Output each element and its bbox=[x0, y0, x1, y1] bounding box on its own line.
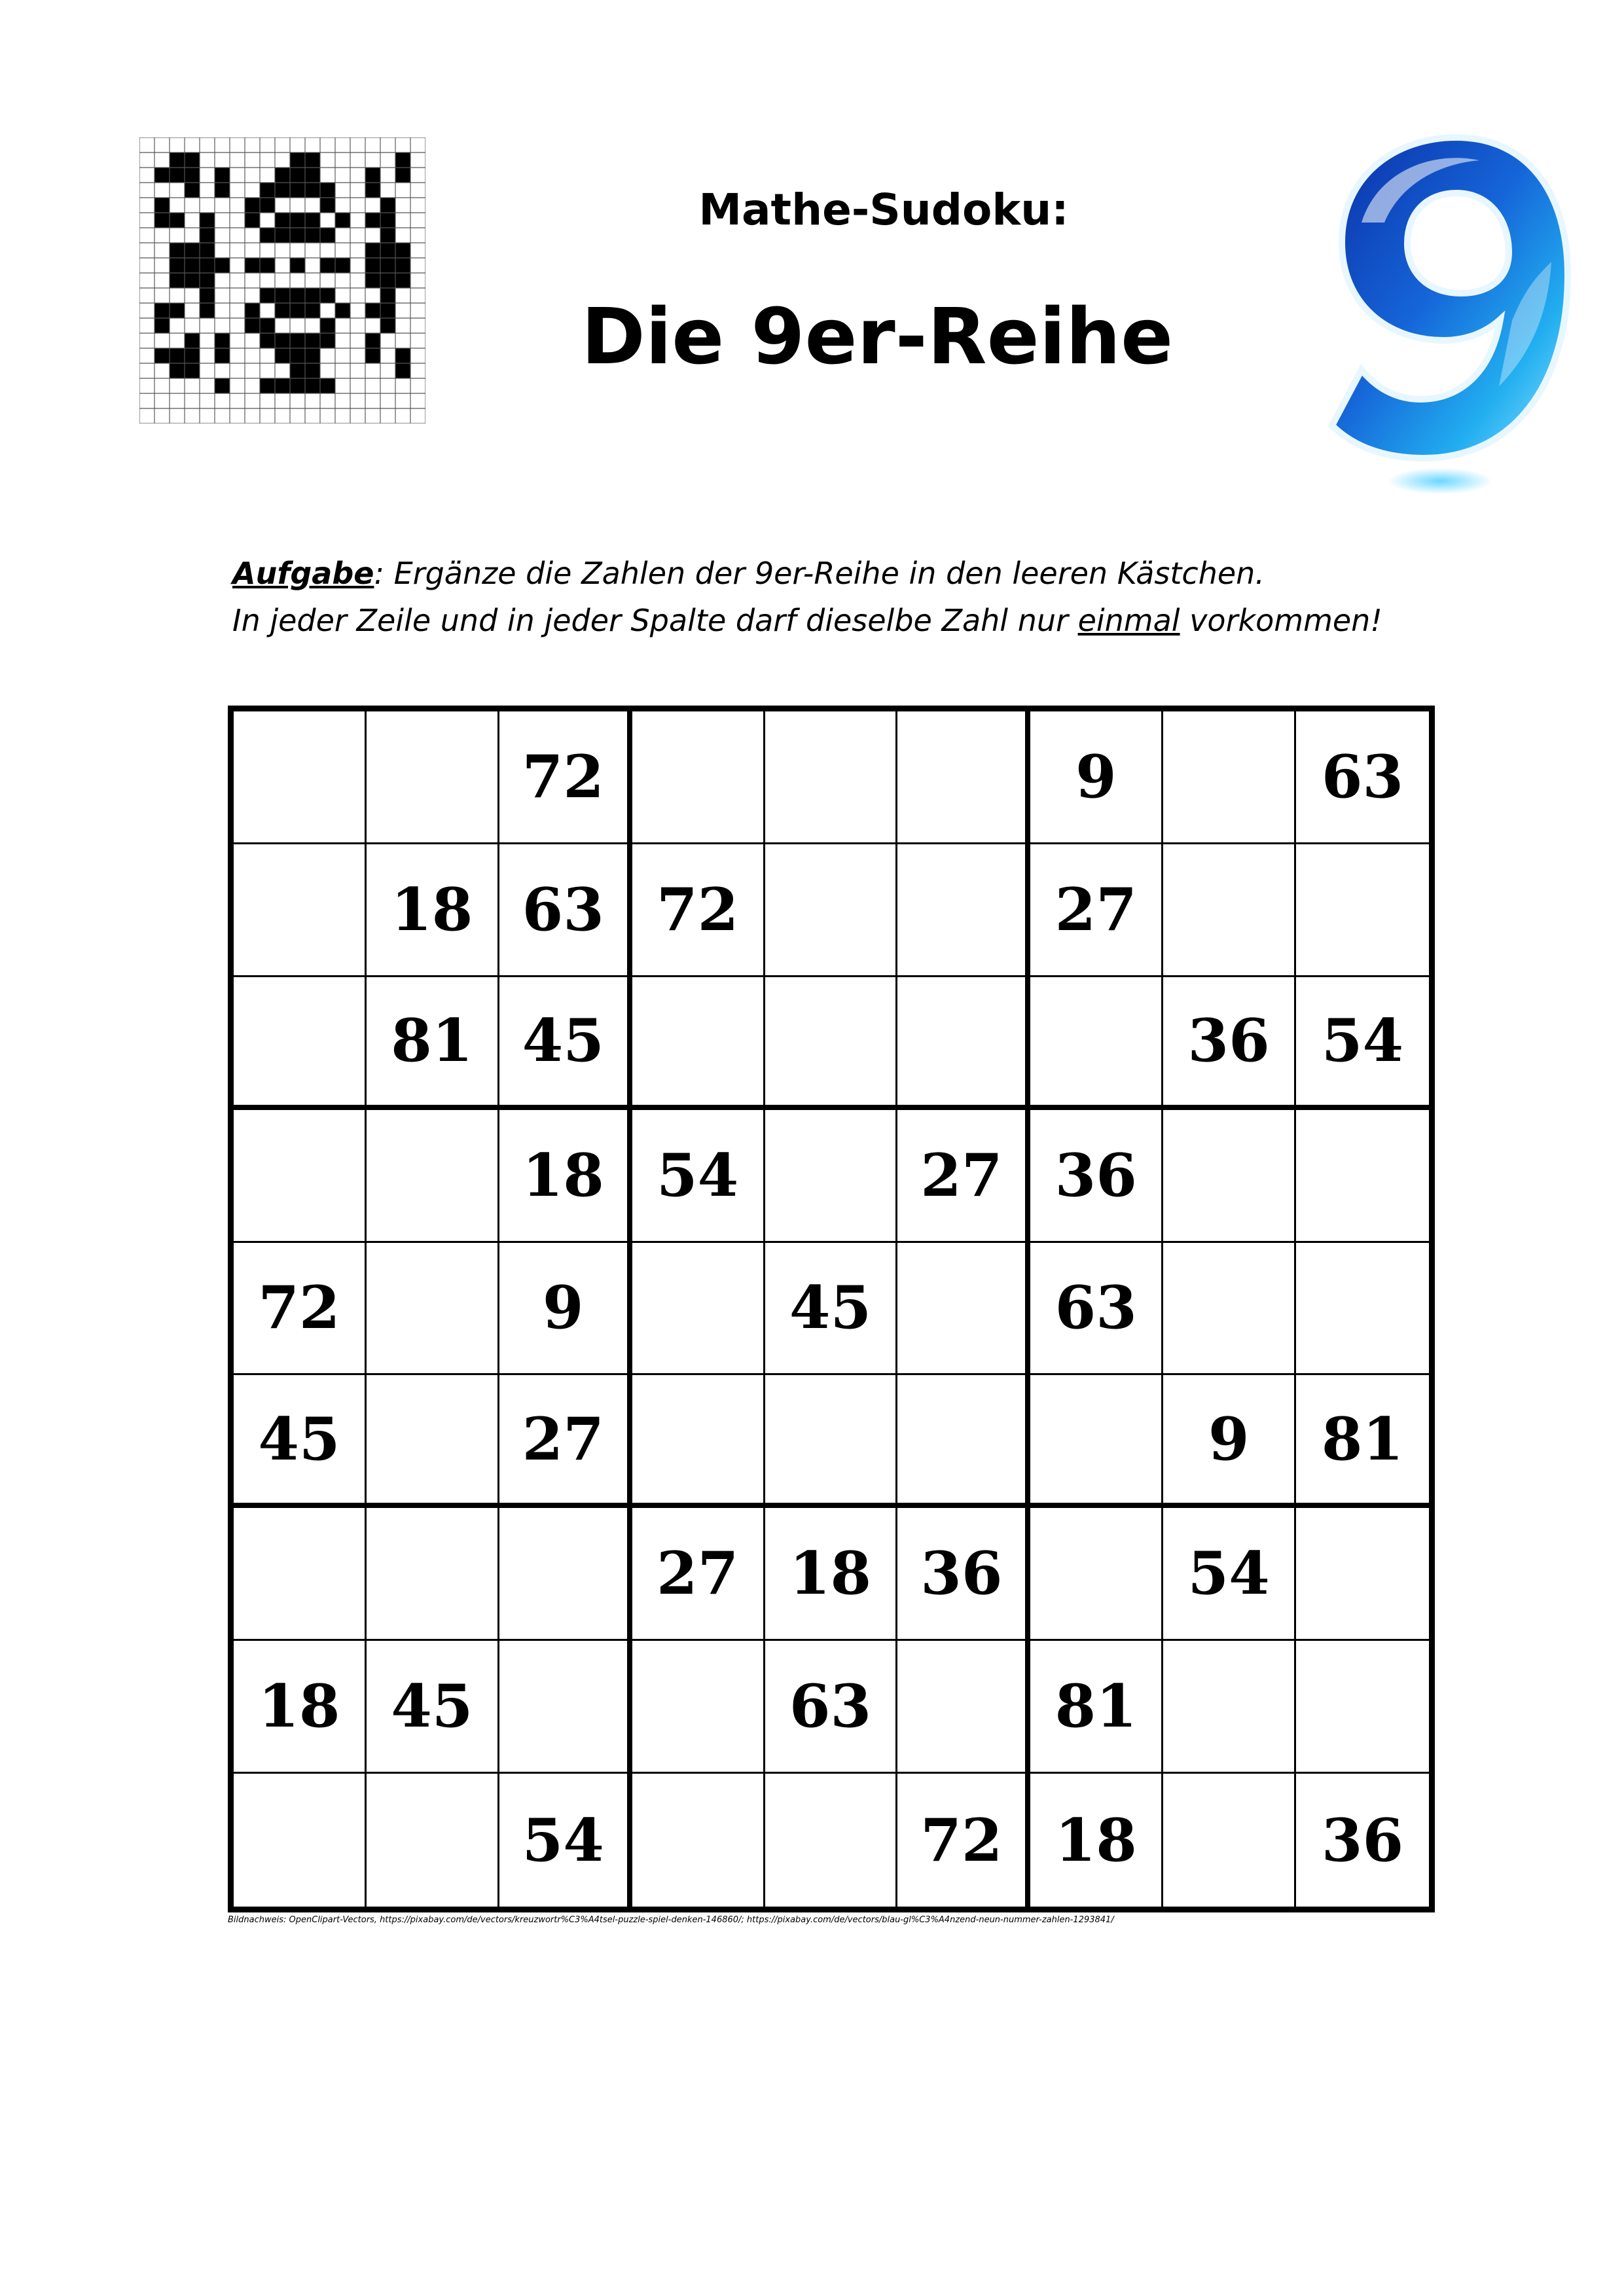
sudoku-cell: 72 bbox=[897, 1774, 1030, 1907]
sudoku-cell: 36 bbox=[1030, 1110, 1163, 1243]
sudoku-cell-empty[interactable] bbox=[1296, 844, 1429, 977]
sudoku-cell-empty[interactable] bbox=[367, 1110, 499, 1243]
sudoku-cell-empty[interactable] bbox=[897, 1375, 1030, 1508]
sudoku-cell: 63 bbox=[1296, 711, 1429, 844]
sudoku-cell-empty[interactable] bbox=[367, 711, 499, 844]
sudoku-cell: 63 bbox=[499, 844, 632, 977]
sudoku-cell-empty[interactable] bbox=[499, 1641, 632, 1774]
sudoku-cell-empty[interactable] bbox=[897, 844, 1030, 977]
sudoku-cell: 72 bbox=[234, 1243, 367, 1376]
sudoku-cell-empty[interactable] bbox=[765, 1774, 898, 1907]
sudoku-cell-empty[interactable] bbox=[234, 1508, 367, 1641]
sudoku-cell-empty[interactable] bbox=[1163, 711, 1296, 844]
sudoku-cell-empty[interactable] bbox=[234, 711, 367, 844]
sudoku-cell: 72 bbox=[632, 844, 765, 977]
sudoku-cell: 18 bbox=[234, 1641, 367, 1774]
sudoku-cell-empty[interactable] bbox=[632, 1774, 765, 1907]
sudoku-cell: 81 bbox=[1030, 1641, 1163, 1774]
sudoku-cell-empty[interactable] bbox=[632, 1375, 765, 1508]
sudoku-cell: 27 bbox=[632, 1508, 765, 1641]
sudoku-cell-empty[interactable] bbox=[499, 1508, 632, 1641]
instruction-text-2b: vorkommen! bbox=[1180, 603, 1382, 638]
sudoku-cell-empty[interactable] bbox=[1163, 844, 1296, 977]
sudoku-cell: 36 bbox=[897, 1508, 1030, 1641]
sudoku-cell-empty[interactable] bbox=[632, 1641, 765, 1774]
sudoku-cell: 45 bbox=[367, 1641, 499, 1774]
sudoku-cell-empty[interactable] bbox=[765, 1375, 898, 1508]
blue-nine-icon bbox=[1316, 124, 1591, 504]
instruction-line-1 bbox=[232, 550, 1476, 597]
sudoku-cell: 72 bbox=[499, 711, 632, 844]
image-credits: Bildnachweis: OpenClipart-Vectors, https://pixabay.com/de/vectors/kreuzwortr%C3%A4tsel-puzzle-spiel-denken-146860/; https://pixabay.com/de/vectors/blau-gl%C3%A4nzend-neun-nummer-zahlen-1293841/ bbox=[228, 1915, 1114, 1925]
sudoku-cell: 27 bbox=[499, 1375, 632, 1508]
sudoku-cell-empty[interactable] bbox=[367, 1243, 499, 1376]
sudoku-cell-empty[interactable] bbox=[1163, 1774, 1296, 1907]
crossword-puzzle-icon bbox=[139, 137, 425, 423]
sudoku-cell-empty[interactable] bbox=[1030, 1508, 1163, 1641]
sudoku-cell-empty[interactable] bbox=[1296, 1110, 1429, 1243]
sudoku-cell-empty[interactable] bbox=[632, 711, 765, 844]
sudoku-cell-empty[interactable] bbox=[897, 1243, 1030, 1376]
sudoku-cell: 9 bbox=[1030, 711, 1163, 844]
task-instructions bbox=[232, 550, 1476, 644]
sudoku-cell-empty[interactable] bbox=[234, 1774, 367, 1907]
sudoku-cell-empty[interactable] bbox=[367, 1774, 499, 1907]
sudoku-cell-empty[interactable] bbox=[1296, 1508, 1429, 1641]
sudoku-cell-empty[interactable] bbox=[1163, 1243, 1296, 1376]
sudoku-cell-empty[interactable] bbox=[1030, 977, 1163, 1110]
sudoku-cell: 45 bbox=[499, 977, 632, 1110]
sudoku-cell: 54 bbox=[632, 1110, 765, 1243]
sudoku-cell-empty[interactable] bbox=[897, 1641, 1030, 1774]
sudoku-cell-empty[interactable] bbox=[367, 1508, 499, 1641]
sudoku-cell: 18 bbox=[367, 844, 499, 977]
sudoku-cell: 36 bbox=[1321, 1805, 1404, 1875]
sudoku-cell-empty[interactable] bbox=[765, 711, 898, 844]
sudoku-cell-empty[interactable] bbox=[765, 844, 898, 977]
instruction-line-2 bbox=[232, 597, 1476, 644]
sudoku-cell: 63 bbox=[765, 1641, 898, 1774]
sudoku-cell: 81 bbox=[1296, 1375, 1429, 1508]
sudoku-cell: 18 bbox=[1030, 1774, 1163, 1907]
sudoku-cell: 27 bbox=[897, 1110, 1030, 1243]
sudoku-grid bbox=[228, 706, 1435, 1912]
sudoku-cell-empty[interactable] bbox=[765, 1110, 898, 1243]
sudoku-cell: 45 bbox=[765, 1243, 898, 1376]
sudoku-cell-empty[interactable] bbox=[367, 1375, 499, 1508]
sudoku-cell: 54 bbox=[1163, 1508, 1296, 1641]
sudoku-cell-empty[interactable] bbox=[1296, 1243, 1429, 1376]
sudoku-cell-empty[interactable] bbox=[1163, 1110, 1296, 1243]
sudoku-cell-empty[interactable] bbox=[632, 1243, 765, 1376]
sudoku-cell: 81 bbox=[367, 977, 499, 1110]
sudoku-cell-empty[interactable] bbox=[1296, 1641, 1429, 1774]
sudoku-cell-empty[interactable] bbox=[234, 844, 367, 977]
sudoku-cell-empty[interactable] bbox=[765, 977, 898, 1110]
sudoku-cell: 54 bbox=[1296, 977, 1429, 1110]
sudoku-cell: 18 bbox=[499, 1110, 632, 1243]
sudoku-cell: 63 bbox=[1030, 1243, 1163, 1376]
sudoku-cell: 45 bbox=[234, 1375, 367, 1508]
sudoku-cell-empty[interactable] bbox=[897, 977, 1030, 1110]
sudoku-cell: 27 bbox=[1030, 844, 1163, 977]
sudoku-cell-empty[interactable] bbox=[1163, 1641, 1296, 1774]
instruction-text-2a: In jeder Zeile und in jeder Spalte darf dieselbe Zahl nur bbox=[232, 603, 1078, 638]
sudoku-cell-empty[interactable] bbox=[632, 977, 765, 1110]
sudoku-cell: 9 bbox=[1163, 1375, 1296, 1508]
sudoku-cell: 9 bbox=[499, 1243, 632, 1376]
sudoku-cell: 36 bbox=[1163, 977, 1296, 1110]
page-subtitle: Mathe-Sudoku: bbox=[698, 185, 1069, 235]
sudoku-cell-empty[interactable] bbox=[897, 711, 1030, 844]
page-title: Die 9er-Reihe bbox=[581, 291, 1174, 382]
sudoku-cell-empty[interactable] bbox=[234, 977, 367, 1110]
instruction-emphasis: einmal bbox=[1077, 603, 1180, 638]
task-label: Aufgabe bbox=[232, 556, 374, 591]
sudoku-cell-empty[interactable] bbox=[1030, 1375, 1163, 1508]
sudoku-cell-empty[interactable] bbox=[234, 1110, 367, 1243]
sudoku-cell: 54 bbox=[499, 1774, 632, 1907]
instruction-text-1: : Ergänze die Zahlen der 9er-Reihe in den leeren Kästchen. bbox=[374, 556, 1265, 591]
sudoku-cell: 18 bbox=[765, 1508, 898, 1641]
